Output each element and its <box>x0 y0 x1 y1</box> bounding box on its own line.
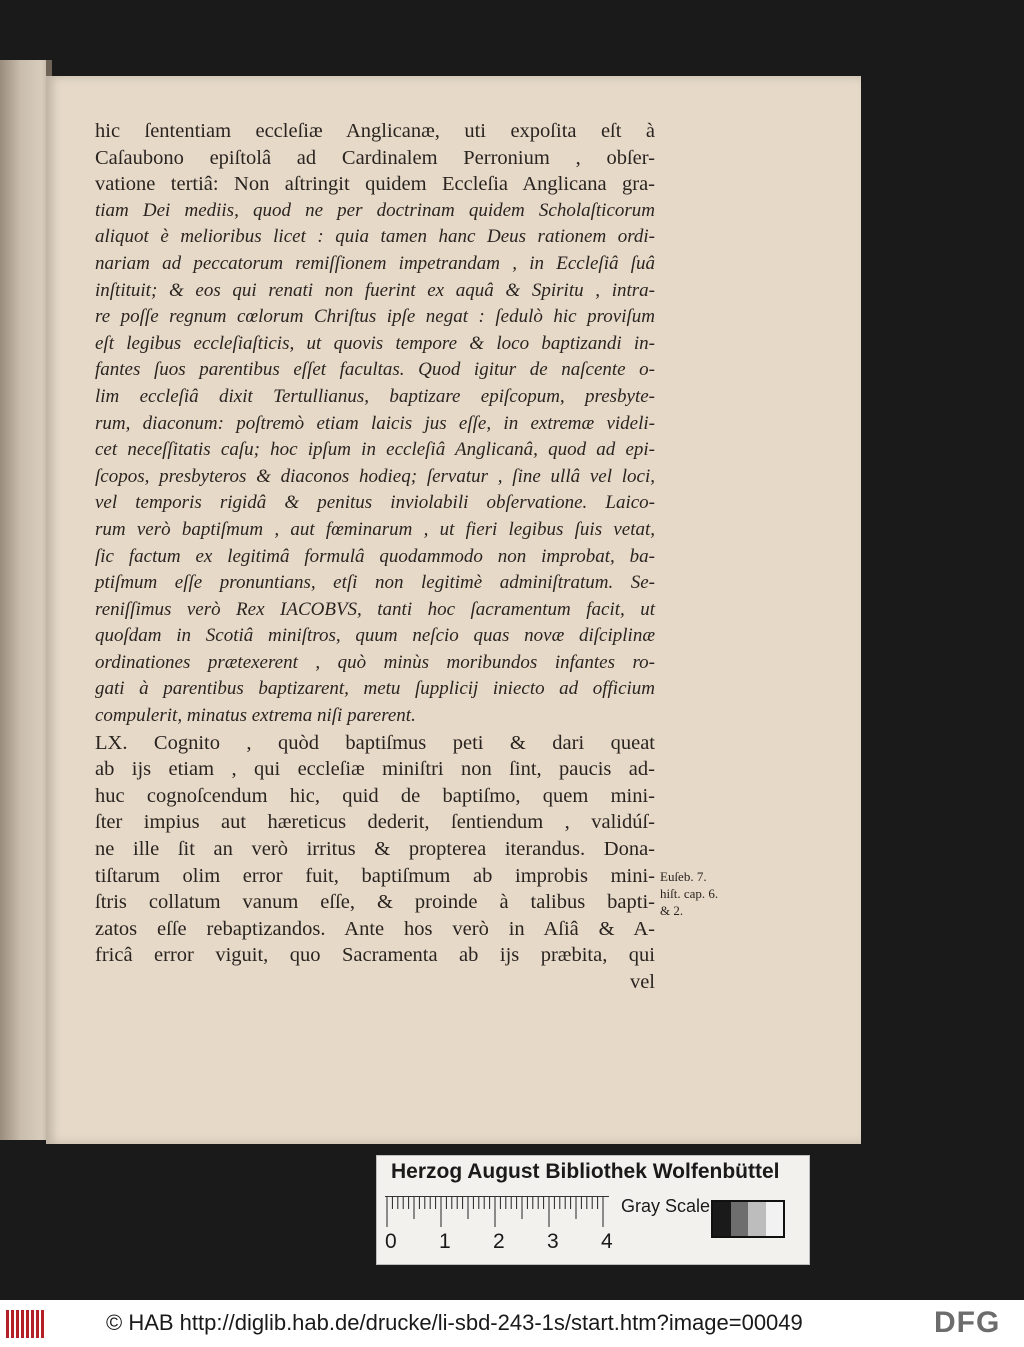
text-line: vel temporis rigidâ & penitus inviolabili obſervatione. Laico- <box>95 492 655 514</box>
text-line: reniſſimus verò Rex IACOBVS, tanti hoc ſacramentum facit, ut <box>95 598 655 620</box>
gray-swatch <box>731 1202 749 1236</box>
dfg-logo: DFG <box>934 1306 1001 1339</box>
ruler-number: 3 <box>547 1230 559 1253</box>
text-line: fantes ſuos parentibus eſſet facultas. Quod igitur de naſcente o- <box>95 359 655 381</box>
text-line: tiam Dei mediis, quod ne per doctrinam quidem Scholaſticorum <box>95 199 655 221</box>
margin-note-line: Euſeb. 7. <box>660 869 707 884</box>
text-line: Caſaubono epiſtolâ ad Cardinalem Perronium , obſer- <box>95 146 655 169</box>
footer-bar <box>0 1300 1024 1347</box>
calibration-card-title: Herzog August Bibliothek Wolfenbüttel <box>391 1160 780 1183</box>
text-line: lim eccleſiâ dixit Tertullianus, baptizare epiſcopum, presbyte- <box>95 385 655 407</box>
gray-swatch <box>713 1202 731 1236</box>
barcode-bar <box>6 1310 9 1338</box>
text-line: ſtris collatum vanum eſſe, & proinde à talibus bapti- <box>95 891 655 914</box>
barcode-bar <box>16 1310 19 1338</box>
barcode-bar <box>36 1310 39 1338</box>
page-text-block <box>95 118 655 996</box>
calibration-card <box>376 1155 810 1265</box>
ruler-number: 0 <box>385 1230 397 1253</box>
margin-note <box>660 868 718 919</box>
barcode-bar <box>21 1310 24 1338</box>
gray-scale-label: Gray Scale <box>621 1196 711 1216</box>
text-line: hic ſententiam eccleſiæ Anglicanæ, uti expoſita eſt à <box>95 120 655 142</box>
text-line: cet neceſſitatis caſu; hoc ipſum in eccleſiâ Anglicanâ, quod ad epi- <box>95 439 655 461</box>
ruler-number: 4 <box>601 1230 613 1253</box>
text-line: gati à parentibus baptizarent, metu ſupplicij iniecto ad officium <box>95 678 655 700</box>
previous-page-edge <box>0 60 52 1140</box>
text-line: ab ijs etiam , qui eccleſiæ miniſtri non ſint, paucis ad- <box>95 758 655 781</box>
text-line: rum verò baptiſmum , aut fœminarum , ut fieri legibus ſuis vetat, <box>95 518 655 540</box>
ruler-number: 1 <box>439 1230 451 1253</box>
text-line: ſter impius aut hæreticus dederit, ſentiendum , validúſ- <box>95 811 655 834</box>
barcode-logo-icon <box>6 1310 48 1338</box>
ruler-numbers <box>385 1230 625 1256</box>
barcode-bar <box>26 1310 29 1338</box>
text-line: rum, diaconum: poſtremò etiam laicis jus eſſe, in extremæ videli- <box>95 412 655 434</box>
text-line: inſtituit; & eos qui renati non fuerint ex aquâ & Spiritu , intra- <box>95 279 655 301</box>
barcode-bar <box>41 1310 44 1338</box>
text-line: ne ille ſit an verò irritus & propterea iterandus. Dona- <box>95 838 655 861</box>
gray-scale-swatches <box>711 1200 785 1238</box>
margin-note-line: & 2. <box>660 903 684 918</box>
text-line: ordinationes prætexerent , quò minùs moribundos infantes ro- <box>95 651 655 673</box>
text-line: nariam ad peccatorum remiſſionem impetrandam , in Eccleſiâ ſuâ <box>95 252 655 274</box>
text-line: tiſtarum olim error fuit, baptiſmum ab improbis mini- <box>95 864 655 887</box>
margin-note-line: hiſt. cap. 6. <box>660 886 719 901</box>
text-line: quoſdam in Scotiâ miniſtros, quum neſcio quas novæ diſciplinæ <box>95 625 655 647</box>
text-line: huc cognoſcendum hic, quid de baptiſmo, quem mini- <box>95 784 655 807</box>
text-line: zatos eſſe rebaptizandos. Ante hos verò in Aſiâ & A- <box>95 917 655 940</box>
ruler-scale <box>385 1196 609 1231</box>
text-line: eſt legibus eccleſiaſticis, ut quovis tempore & loco baptizandi in- <box>95 332 655 354</box>
text-line: fricâ error viguit, quo Sacramenta ab ijs præbita, qui <box>95 944 655 967</box>
text-line: aliquot è melioribus licet : quia tamen hanc Deus rationem ordi- <box>95 226 655 248</box>
text-line: vel <box>629 971 655 993</box>
text-line: compulerit, minatus extrema niſi parerent. <box>95 705 416 727</box>
gray-swatch <box>748 1202 766 1236</box>
text-line: re poſſe regnum cœlorum Chriſtus ipſe negat : ſedulò hic proviſum <box>95 306 655 328</box>
text-line: LX. Cognito , quòd baptiſmus peti & dari queat <box>95 731 655 754</box>
barcode-bar <box>11 1310 14 1338</box>
text-line: ſcopos, presbyteros & diaconos hodieq; ſervatur , ſine ullâ vel loci, <box>95 465 655 487</box>
ruler-number: 2 <box>493 1230 505 1253</box>
footer-credit-link[interactable]: © HAB http://diglib.hab.de/drucke/li-sbd-243-1s/start.htm?image=00049 <box>106 1310 803 1335</box>
barcode-bar <box>31 1310 34 1338</box>
text-line: ſic factum ex legitimâ formulâ quodammodo non improbat, ba- <box>95 545 655 567</box>
text-line: ptiſmum eſſe pronuntians, etſi non legitimè adminiſtratum. Se- <box>95 572 655 594</box>
gray-swatch <box>766 1202 784 1236</box>
text-line: vatione tertiâ: Non aſtringit quidem Eccleſia Anglicana gra- <box>95 173 655 196</box>
